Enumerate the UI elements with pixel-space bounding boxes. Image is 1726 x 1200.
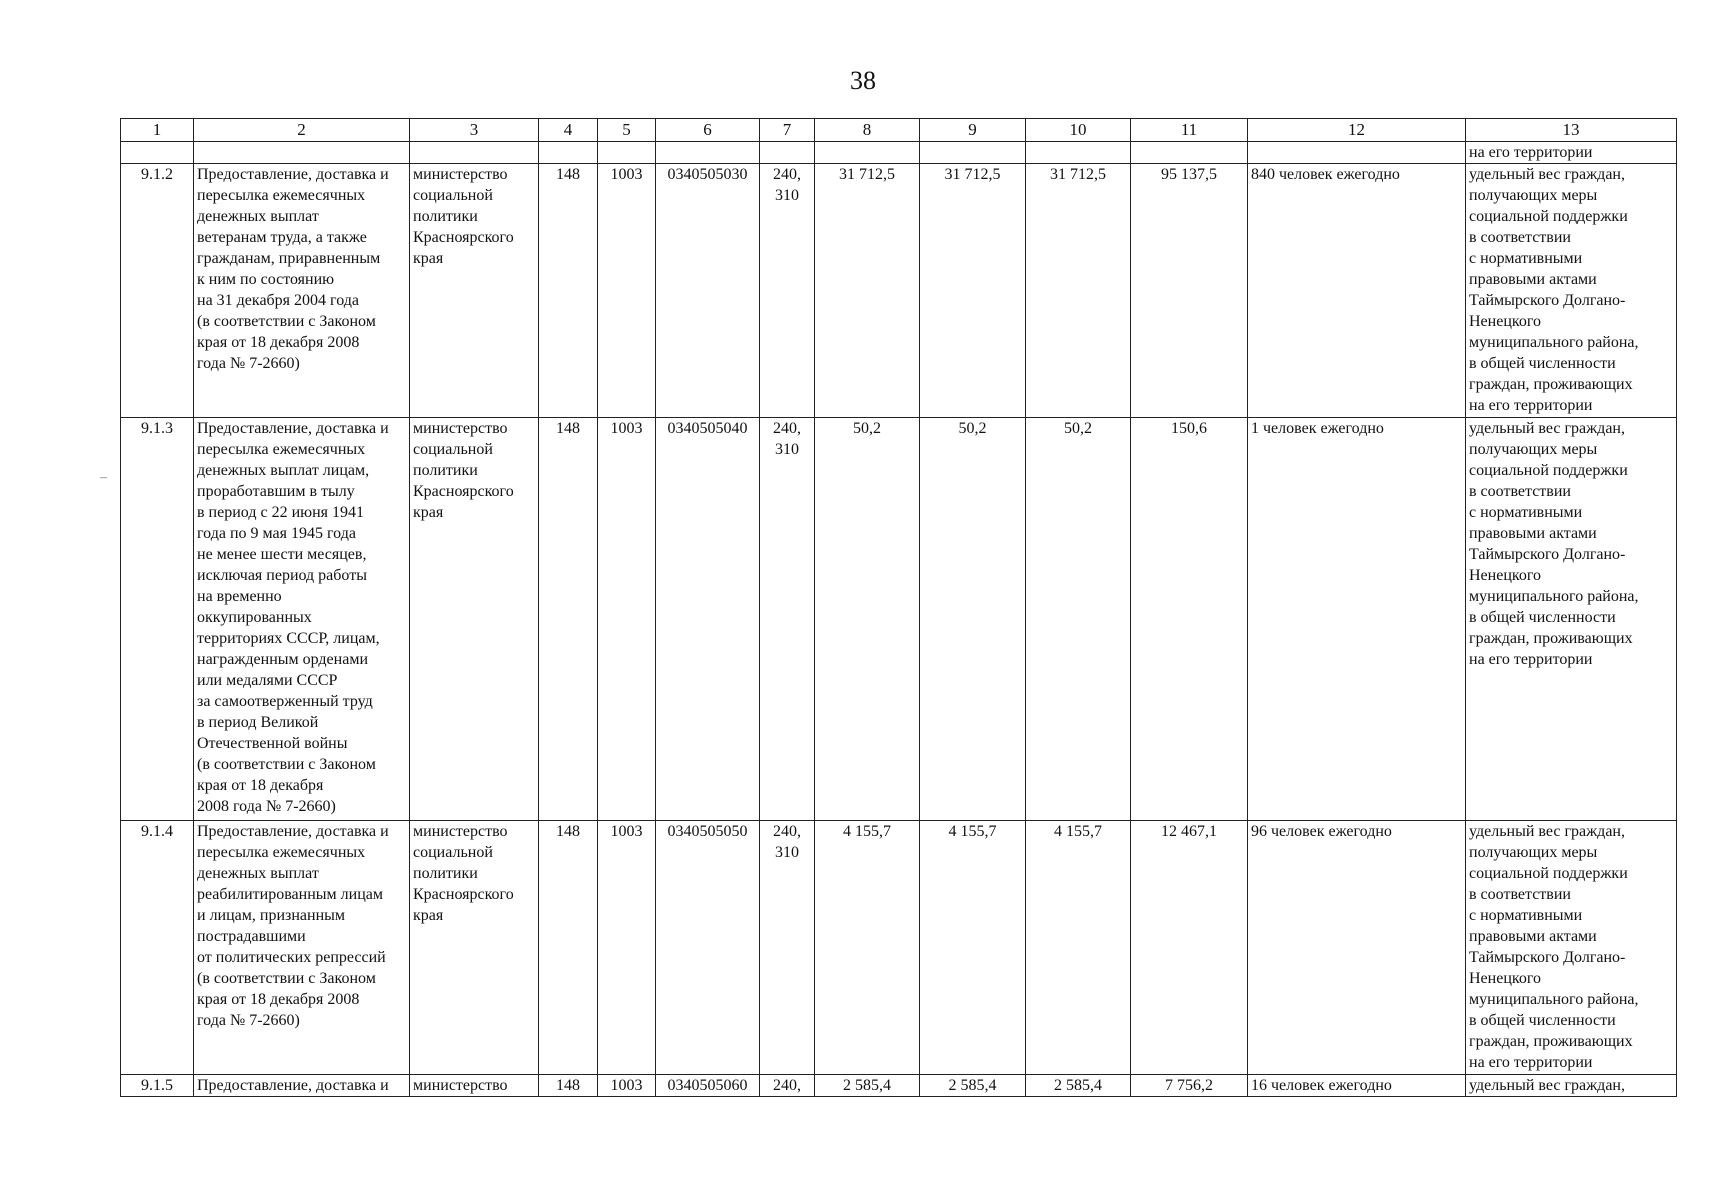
name_lines-line: пересылка ежемесячных (197, 187, 366, 204)
cell-expected-result: 16 человек ежегодно (1248, 1075, 1466, 1097)
cell-expense-type (760, 1075, 815, 1097)
c13_lines-line: получающих меры (1469, 187, 1598, 204)
cell-expected-result: 96 человек ежегодно (1248, 821, 1466, 1075)
c13_lines-line: с нормативными (1469, 250, 1583, 267)
c7_lines-line: 240, (773, 823, 801, 840)
c13_lines-line: удельный вес граждан, (1469, 823, 1625, 840)
c13_lines-line: на его территории (1469, 651, 1593, 668)
name_lines-line: (в соответствии с Законом (197, 970, 376, 987)
org_lines-line: политики (413, 865, 478, 882)
c13_lines-line: в соответствии (1469, 483, 1571, 500)
cell-grbs: 148 (539, 1075, 598, 1097)
name_lines-line: (в соответствии с Законом (197, 756, 376, 773)
name_lines-line: денежных выплат (197, 865, 319, 882)
name_lines-line: ветеранам труда, а также (197, 229, 367, 246)
name_lines-line: денежных выплат (197, 208, 319, 225)
c13_lines-line: удельный вес граждан, (1469, 420, 1625, 437)
c13_lines-line: Таймырского Долгано- (1469, 949, 1626, 966)
measure-name (194, 821, 410, 1075)
row-id: 9.1.2 (121, 164, 194, 418)
c13_lines-line: на его территории (1469, 1054, 1593, 1071)
row-id: 9.1.4 (121, 821, 194, 1075)
cell-year1: 50,2 (815, 418, 920, 821)
c13_lines-line: удельный вес граждан, (1469, 1077, 1625, 1094)
name_lines-line: Предоставление, доставка и (197, 1077, 389, 1094)
name_lines-line: реабилитированным лицам (197, 886, 383, 903)
measure-name (194, 1075, 410, 1097)
cell-year2: 2 585,4 (920, 1075, 1026, 1097)
org_lines-line: Красноярского (413, 483, 514, 500)
c13_lines-line: в общей численности (1469, 1012, 1616, 1029)
c7_lines-line: 240, (773, 1077, 801, 1094)
cell-year2: 31 712,5 (920, 164, 1026, 418)
cell-grbs: 148 (539, 821, 598, 1075)
name_lines-line: края от 18 декабря (197, 777, 324, 794)
cell-total: 12 467,1 (1131, 821, 1248, 1075)
col-header-12: 12 (1248, 119, 1466, 142)
cell-total: 150,6 (1131, 418, 1248, 821)
measure-name (194, 164, 410, 418)
name_lines-line: края от 18 декабря 2008 (197, 991, 360, 1008)
cell-expected-result: 1 человек ежегодно (1248, 418, 1466, 821)
name_lines-line: исключая период работы (197, 567, 367, 584)
c13_lines-line: удельный вес граждан, (1469, 166, 1625, 183)
cell-indicator (1466, 1075, 1677, 1097)
name_lines-line: на 31 декабря 2004 года (197, 292, 359, 309)
c7_lines-line: 310 (775, 187, 799, 204)
c7_lines-line: 310 (775, 844, 799, 861)
name_lines-line: на временно (197, 588, 282, 605)
name_lines-line: года № 7-2660) (197, 355, 300, 372)
org_lines-line: политики (413, 462, 478, 479)
org_lines-line: социальной (413, 187, 493, 204)
col-header-2: 2 (194, 119, 410, 142)
continuation-row (121, 142, 1677, 164)
col-header-10: 10 (1026, 119, 1131, 142)
c13_lines-line: в общей численности (1469, 609, 1616, 626)
col-header-5: 5 (598, 119, 656, 142)
c7_lines-line: 310 (775, 441, 799, 458)
c13_lines-line: Ненецкого (1469, 313, 1542, 330)
cell-year3: 31 712,5 (1026, 164, 1131, 418)
row-id: 9.1.5 (121, 1075, 194, 1097)
responsible-org (410, 418, 539, 821)
col-header-3: 3 (410, 119, 539, 142)
org_lines-line: социальной (413, 441, 493, 458)
cell-grbs: 148 (539, 418, 598, 821)
budget-table (120, 118, 1677, 1097)
col-header-1: 1 (121, 119, 194, 142)
name_lines-line: в период с 22 июня 1941 (197, 504, 364, 521)
cell-year2: 50,2 (920, 418, 1026, 821)
col-header-9: 9 (920, 119, 1026, 142)
org_lines-line: министерство (413, 166, 508, 183)
cell-total: 7 756,2 (1131, 1075, 1248, 1097)
name_lines-line: Предоставление, доставка и (197, 420, 389, 437)
c13_lines-line: правовыми актами (1469, 928, 1597, 945)
c13_lines-line: муниципального района, (1469, 588, 1639, 605)
c13_lines-line: граждан, проживающих (1469, 1033, 1633, 1050)
col-header-13: 13 (1466, 119, 1677, 142)
table-row (121, 418, 1677, 821)
name_lines-line: года по 9 мая 1945 года (197, 525, 356, 542)
org_lines-line: края (413, 504, 444, 521)
cell-indicator (1466, 164, 1677, 418)
name_lines-line: территориях СССР, лицам, (197, 630, 380, 647)
org_lines-line: политики (413, 208, 478, 225)
cell-target-code: 0340505040 (656, 418, 760, 821)
name_lines-line: оккупированных (197, 609, 312, 626)
col-header-7: 7 (760, 119, 815, 142)
cell-year1: 4 155,7 (815, 821, 920, 1075)
page-number: 38 (850, 66, 876, 95)
name_lines-line: (в соответствии с Законом (197, 313, 376, 330)
name_lines-line: от политических репрессий (197, 949, 386, 966)
cell-target-code: 0340505050 (656, 821, 760, 1075)
scan-mark: – (100, 470, 107, 485)
cell-expense-type (760, 418, 815, 821)
c13_lines-line: правовыми актами (1469, 271, 1597, 288)
name_lines-line: края от 18 декабря 2008 (197, 334, 360, 351)
c7_lines-line: 240, (773, 166, 801, 183)
col-header-4: 4 (539, 119, 598, 142)
name_lines-line: к ним по состоянию (197, 271, 335, 288)
responsible-org (410, 164, 539, 418)
name_lines-line: награжденным орденами (197, 651, 369, 668)
cell-year1: 31 712,5 (815, 164, 920, 418)
responsible-org (410, 1075, 539, 1097)
c13_lines-line: с нормативными (1469, 907, 1583, 924)
col-header-8: 8 (815, 119, 920, 142)
name_lines-line: проработавшим в тылу (197, 483, 355, 500)
cell-year2: 4 155,7 (920, 821, 1026, 1075)
org_lines-line: министерство (413, 823, 508, 840)
cell-target-code: 0340505030 (656, 164, 760, 418)
cell-section: 1003 (598, 164, 656, 418)
cell-total: 95 137,5 (1131, 164, 1248, 418)
name_lines-line: Отечественной войны (197, 735, 348, 752)
org_lines-line: Красноярского (413, 229, 514, 246)
header-row (121, 119, 1677, 142)
c7_lines-line: 240, (773, 420, 801, 437)
c13_lines-line: граждан, проживающих (1469, 630, 1633, 647)
c13_lines-line: Ненецкого (1469, 567, 1542, 584)
org_lines-line: министерство (413, 420, 508, 437)
name_lines-line: 2008 года № 7-2660) (197, 798, 336, 815)
name_lines-line: не менее шести месяцев, (197, 546, 367, 563)
table-row (121, 1075, 1677, 1097)
c13_lines-line: социальной поддержки (1469, 462, 1628, 479)
cell-indicator (1466, 418, 1677, 821)
name_lines-line: пересылка ежемесячных (197, 844, 366, 861)
col-header-6: 6 (656, 119, 760, 142)
org_lines-line: Красноярского (413, 886, 514, 903)
cell-year1: 2 585,4 (815, 1075, 920, 1097)
c13_lines-line: социальной поддержки (1469, 865, 1628, 882)
cell-section: 1003 (598, 1075, 656, 1097)
c13_lines-line: с нормативными (1469, 504, 1583, 521)
name_lines-line: и лицам, признанным (197, 907, 346, 924)
cell-expense-type (760, 164, 815, 418)
c13_lines-line: Таймырского Долгано- (1469, 292, 1626, 309)
cell-section: 1003 (598, 821, 656, 1075)
c13_lines-line: в общей численности (1469, 355, 1616, 372)
name_lines-line: года № 7-2660) (197, 1012, 300, 1029)
cell-section: 1003 (598, 418, 656, 821)
c13_lines-line: получающих меры (1469, 441, 1598, 458)
name_lines-line: Предоставление, доставка и (197, 823, 389, 840)
org_lines-line: министерство (413, 1077, 508, 1094)
c13_lines-line: социальной поддержки (1469, 208, 1628, 225)
c13_lines-line: правовыми актами (1469, 525, 1597, 542)
cell-year3: 2 585,4 (1026, 1075, 1131, 1097)
c13_lines-line: на его территории (1469, 397, 1593, 414)
org_lines-line: края (413, 907, 444, 924)
c13_lines-line: Ненецкого (1469, 970, 1542, 987)
name_lines-line: Предоставление, доставка и (197, 166, 389, 183)
org_lines-line: края (413, 250, 444, 267)
cell-target-code: 0340505060 (656, 1075, 760, 1097)
name_lines-line: в период Великой (197, 714, 319, 731)
c13_lines-line: в соответствии (1469, 229, 1571, 246)
cell-indicator (1466, 821, 1677, 1075)
org_lines-line: социальной (413, 844, 493, 861)
c13_lines-line: муниципального района, (1469, 334, 1639, 351)
name_lines-line: гражданам, приравненным (197, 250, 381, 267)
cell-year3: 50,2 (1026, 418, 1131, 821)
continuation-text: на его территории (1466, 142, 1677, 164)
responsible-org (410, 821, 539, 1075)
name_lines-line: или медалями СССР (197, 672, 338, 689)
c13_lines-line: Таймырского Долгано- (1469, 546, 1626, 563)
cell-expected-result: 840 человек ежегодно (1248, 164, 1466, 418)
cell-expense-type (760, 821, 815, 1075)
c13_lines-line: граждан, проживающих (1469, 376, 1633, 393)
cell-year3: 4 155,7 (1026, 821, 1131, 1075)
name_lines-line: за самоотверженный труд (197, 693, 373, 710)
measure-name (194, 418, 410, 821)
c13_lines-line: в соответствии (1469, 886, 1571, 903)
c13_lines-line: получающих меры (1469, 844, 1598, 861)
name_lines-line: денежных выплат лицам, (197, 462, 370, 479)
col-header-11: 11 (1131, 119, 1248, 142)
row-id: 9.1.3 (121, 418, 194, 821)
c13_lines-line: муниципального района, (1469, 991, 1639, 1008)
name_lines-line: пострадавшими (197, 928, 306, 945)
table-row (121, 821, 1677, 1075)
cell-grbs: 148 (539, 164, 598, 418)
name_lines-line: пересылка ежемесячных (197, 441, 366, 458)
table-row (121, 164, 1677, 418)
